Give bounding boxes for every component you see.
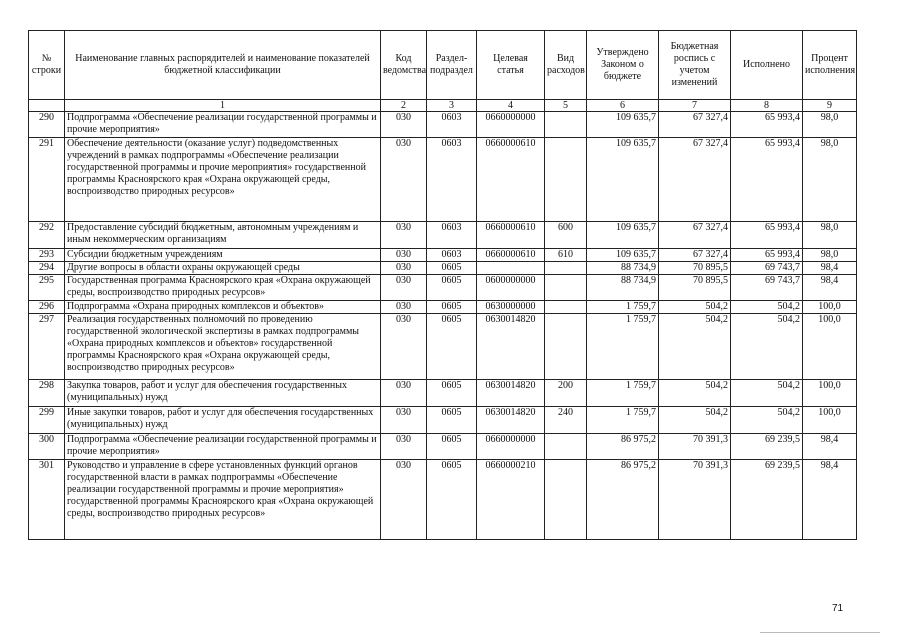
column-number: 8 [731, 100, 803, 112]
cell-planned: 504,2 [659, 301, 731, 314]
cell-name: Руководство и управление в сфере установленных функций органов государственной власти в рамках подпрограммы «Обеспечение реализации государственной программы и прочие мероприятия» государственной программы Красноярского края «Охрана окружающей среды, воспроизводство природных ресурсов» [65, 460, 381, 540]
cell-target: 0630014820 [477, 407, 545, 434]
cell-name: Иные закупки товаров, работ и услуг для обеспечения государственных (муниципальных) нужд [65, 407, 381, 434]
cell-percent: 98,0 [803, 138, 857, 222]
cell-row-number: 297 [29, 314, 65, 380]
cell-approved: 1 759,7 [587, 380, 659, 407]
cell-exp-type: 240 [545, 407, 587, 434]
table-row [29, 275, 857, 301]
column-number: 6 [587, 100, 659, 112]
header-exp-type: Вид расходов [545, 31, 587, 100]
cell-planned: 70 391,3 [659, 460, 731, 540]
cell-target: 0630000000 [477, 301, 545, 314]
table-row [29, 222, 857, 249]
cell-planned: 67 327,4 [659, 222, 731, 249]
cell-name: Субсидии бюджетным учреждениям [65, 249, 381, 262]
cell-code: 030 [381, 112, 427, 138]
cell-row-number: 291 [29, 138, 65, 222]
cell-percent: 100,0 [803, 407, 857, 434]
cell-planned: 70 391,3 [659, 434, 731, 460]
cell-exp-type [545, 460, 587, 540]
header-executed: Исполнено [731, 31, 803, 100]
cell-target: 0630014820 [477, 314, 545, 380]
cell-planned: 504,2 [659, 314, 731, 380]
table-row [29, 262, 857, 275]
cell-approved: 86 975,2 [587, 460, 659, 540]
table-row [29, 138, 857, 222]
page-number: 71 [832, 603, 844, 614]
cell-approved: 1 759,7 [587, 301, 659, 314]
cell-code: 030 [381, 249, 427, 262]
cell-approved: 1 759,7 [587, 314, 659, 380]
cell-target [477, 262, 545, 275]
cell-code: 030 [381, 314, 427, 380]
cell-percent: 98,0 [803, 222, 857, 249]
cell-code: 030 [381, 460, 427, 540]
cell-planned: 70 895,5 [659, 262, 731, 275]
cell-approved: 88 734,9 [587, 275, 659, 301]
cell-approved: 1 759,7 [587, 407, 659, 434]
cell-target: 0660000610 [477, 222, 545, 249]
cell-section: 0603 [427, 249, 477, 262]
cell-code: 030 [381, 301, 427, 314]
header-planned: Бюджетная роспись с учетом изменений [659, 31, 731, 100]
cell-executed: 65 993,4 [731, 222, 803, 249]
cell-percent: 100,0 [803, 380, 857, 407]
cell-exp-type [545, 262, 587, 275]
header-percent: Процент исполнения [803, 31, 857, 100]
cell-code: 030 [381, 380, 427, 407]
cell-section: 0605 [427, 380, 477, 407]
cell-executed: 504,2 [731, 407, 803, 434]
cell-executed: 504,2 [731, 314, 803, 380]
table-row [29, 249, 857, 262]
cell-section: 0605 [427, 262, 477, 275]
cell-name: Реализация государственных полномочий по проведению государственной экологической экспертизы в рамках подпрограммы «Охрана природных комплексов и объектов» государственной программы Красноярского края «Охрана окружающей среды, воспроизводство природных ресурсов» [65, 314, 381, 380]
header-target: Целевая статья [477, 31, 545, 100]
cell-percent: 98,4 [803, 434, 857, 460]
cell-exp-type [545, 112, 587, 138]
table-row [29, 460, 857, 540]
cell-exp-type [545, 275, 587, 301]
cell-target: 0600000000 [477, 275, 545, 301]
cell-target: 0660000210 [477, 460, 545, 540]
cell-row-number: 300 [29, 434, 65, 460]
header-name: Наименование главных распорядителей и наименование показателей бюджетной классификации [65, 31, 381, 100]
cell-code: 030 [381, 434, 427, 460]
cell-percent: 100,0 [803, 301, 857, 314]
table-row [29, 407, 857, 434]
footer-divider [760, 632, 880, 633]
cell-section: 0605 [427, 407, 477, 434]
cell-name: Подпрограмма «Обеспечение реализации государственной программы и прочие мероприятия» [65, 434, 381, 460]
cell-exp-type [545, 434, 587, 460]
column-number-row [29, 100, 857, 112]
cell-row-number: 295 [29, 275, 65, 301]
cell-name: Предоставление субсидий бюджетным, автономным учреждениям и иным некоммерческим организациям [65, 222, 381, 249]
cell-code: 030 [381, 275, 427, 301]
cell-target: 0630014820 [477, 380, 545, 407]
table-row [29, 314, 857, 380]
cell-executed: 504,2 [731, 301, 803, 314]
table-row [29, 112, 857, 138]
cell-exp-type: 200 [545, 380, 587, 407]
cell-section: 0605 [427, 275, 477, 301]
cell-name: Закупка товаров, работ и услуг для обеспечения государственных (муниципальных) нужд [65, 380, 381, 407]
cell-exp-type [545, 314, 587, 380]
cell-code: 030 [381, 222, 427, 249]
cell-name: Государственная программа Красноярского края «Охрана окружающей среды, воспроизводство природных ресурсов» [65, 275, 381, 301]
column-number: 2 [381, 100, 427, 112]
cell-row-number: 301 [29, 460, 65, 540]
column-number: 9 [803, 100, 857, 112]
cell-executed: 65 993,4 [731, 249, 803, 262]
header-row [29, 31, 857, 100]
cell-executed: 504,2 [731, 380, 803, 407]
cell-executed: 69 239,5 [731, 434, 803, 460]
column-number: 4 [477, 100, 545, 112]
header-no: № строки [29, 31, 65, 100]
cell-name: Другие вопросы в области охраны окружающей среды [65, 262, 381, 275]
document-page [28, 30, 856, 540]
cell-percent: 98,4 [803, 460, 857, 540]
cell-planned: 67 327,4 [659, 249, 731, 262]
cell-section: 0605 [427, 301, 477, 314]
cell-row-number: 298 [29, 380, 65, 407]
cell-approved: 88 734,9 [587, 262, 659, 275]
column-number: 3 [427, 100, 477, 112]
cell-planned: 504,2 [659, 407, 731, 434]
cell-percent: 98,4 [803, 275, 857, 301]
cell-code: 030 [381, 262, 427, 275]
cell-approved: 109 635,7 [587, 249, 659, 262]
column-number-blank [29, 100, 65, 112]
cell-approved: 109 635,7 [587, 222, 659, 249]
cell-approved: 86 975,2 [587, 434, 659, 460]
cell-name: Подпрограмма «Охрана природных комплексов и объектов» [65, 301, 381, 314]
cell-section: 0605 [427, 314, 477, 380]
cell-executed: 69 743,7 [731, 262, 803, 275]
cell-approved: 109 635,7 [587, 138, 659, 222]
header-section: Раздел-подраздел [427, 31, 477, 100]
column-number: 1 [65, 100, 381, 112]
cell-executed: 69 239,5 [731, 460, 803, 540]
cell-exp-type: 600 [545, 222, 587, 249]
cell-row-number: 296 [29, 301, 65, 314]
table-row [29, 301, 857, 314]
cell-approved: 109 635,7 [587, 112, 659, 138]
cell-section: 0603 [427, 112, 477, 138]
cell-executed: 69 743,7 [731, 275, 803, 301]
cell-executed: 65 993,4 [731, 138, 803, 222]
header-code: Код ведомства [381, 31, 427, 100]
cell-planned: 70 895,5 [659, 275, 731, 301]
cell-percent: 98,4 [803, 262, 857, 275]
cell-percent: 98,0 [803, 249, 857, 262]
cell-planned: 67 327,4 [659, 138, 731, 222]
cell-planned: 67 327,4 [659, 112, 731, 138]
cell-target: 0660000610 [477, 138, 545, 222]
column-number: 7 [659, 100, 731, 112]
cell-executed: 65 993,4 [731, 112, 803, 138]
cell-row-number: 294 [29, 262, 65, 275]
cell-percent: 98,0 [803, 112, 857, 138]
cell-code: 030 [381, 407, 427, 434]
cell-target: 0660000000 [477, 112, 545, 138]
cell-section: 0603 [427, 222, 477, 249]
cell-code: 030 [381, 138, 427, 222]
cell-section: 0605 [427, 434, 477, 460]
cell-target: 0660000610 [477, 249, 545, 262]
cell-row-number: 290 [29, 112, 65, 138]
cell-exp-type: 610 [545, 249, 587, 262]
column-number: 5 [545, 100, 587, 112]
cell-target: 0660000000 [477, 434, 545, 460]
cell-section: 0605 [427, 460, 477, 540]
cell-name: Подпрограмма «Обеспечение реализации государственной программы и прочие мероприятия» [65, 112, 381, 138]
cell-planned: 504,2 [659, 380, 731, 407]
table-row [29, 380, 857, 407]
cell-row-number: 293 [29, 249, 65, 262]
cell-exp-type [545, 301, 587, 314]
cell-percent: 100,0 [803, 314, 857, 380]
cell-name: Обеспечение деятельности (оказание услуг) подведомственных учреждений в рамках подпрограммы «Обеспечение реализации государственной программы и прочие мероприятия» государственной программы Красноярского края «Охрана окружающей среды, воспроизводство природных ресурсов» [65, 138, 381, 222]
header-approved: Утверждено Законом о бюджете [587, 31, 659, 100]
cell-row-number: 292 [29, 222, 65, 249]
cell-section: 0603 [427, 138, 477, 222]
cell-exp-type [545, 138, 587, 222]
table-row [29, 434, 857, 460]
cell-row-number: 299 [29, 407, 65, 434]
budget-table [28, 30, 857, 540]
